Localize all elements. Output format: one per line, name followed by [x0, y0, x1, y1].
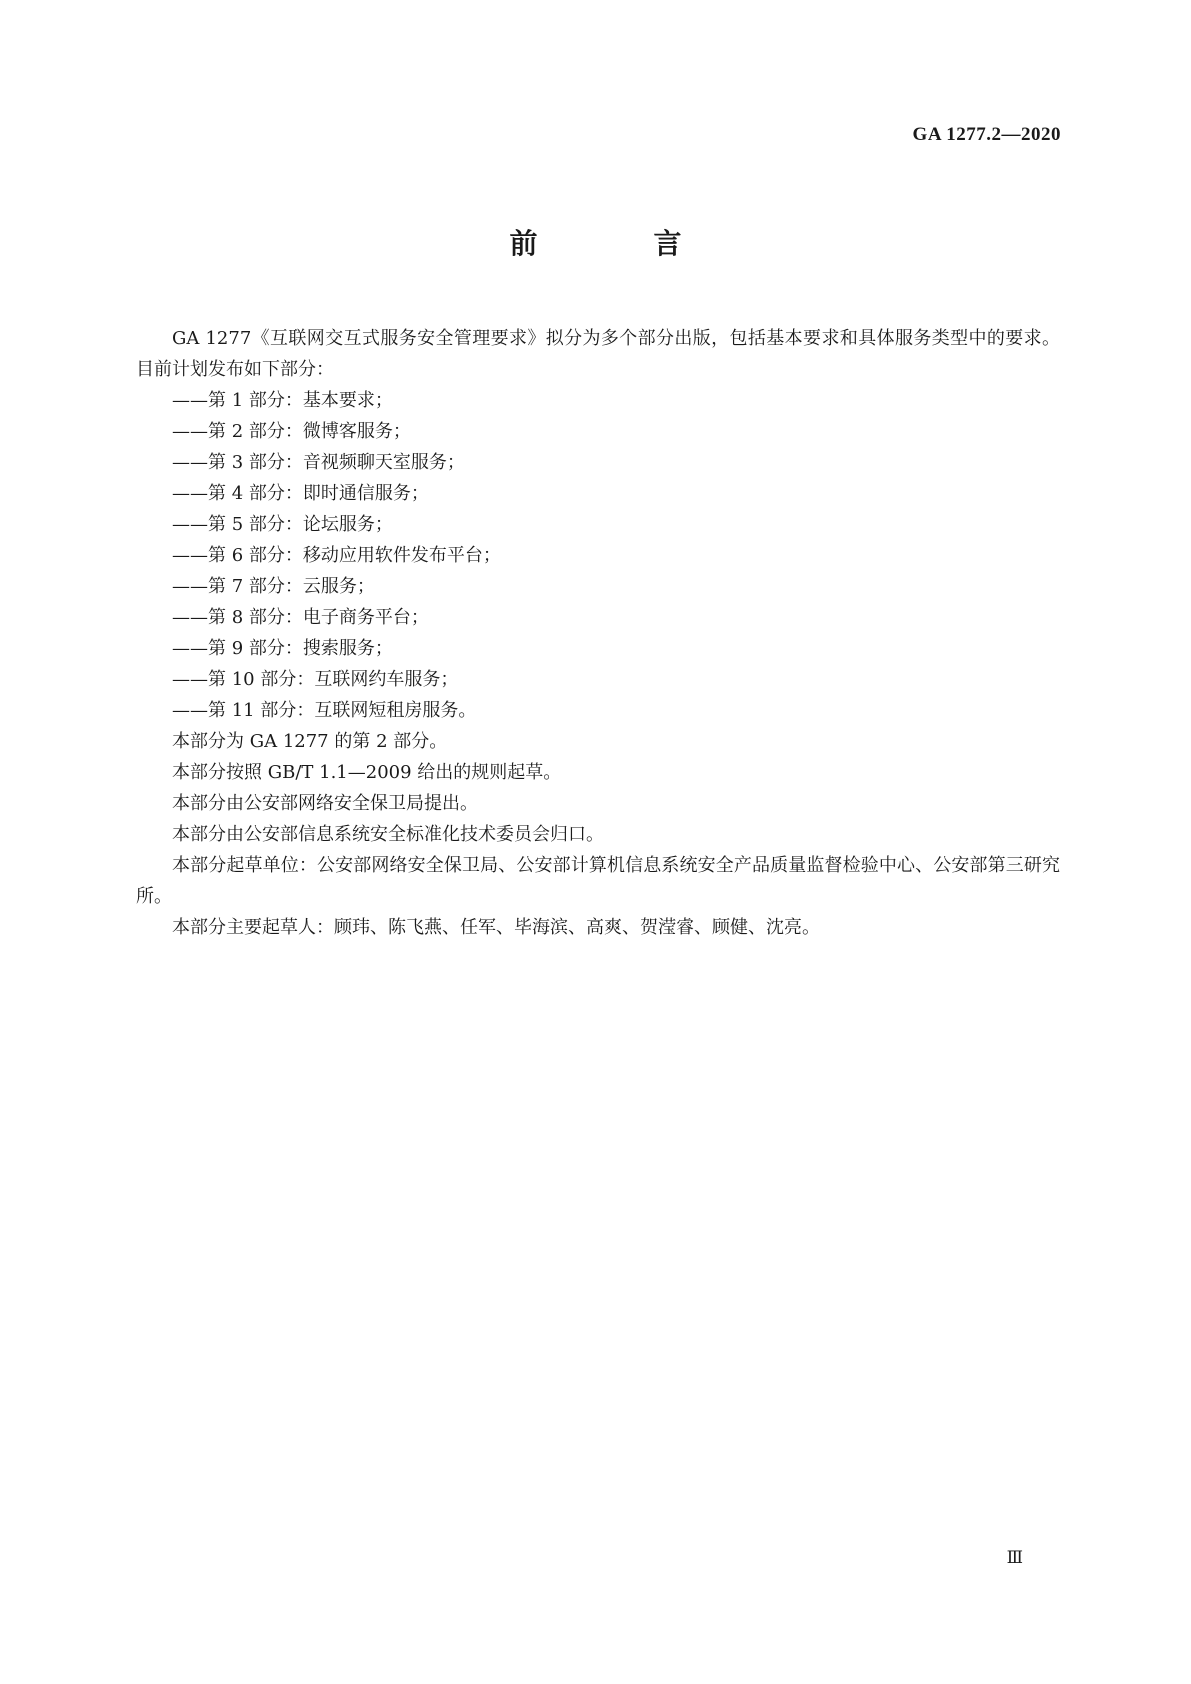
main-drafters: 本部分主要起草人：顾玮、陈飞燕、任军、毕海滨、高爽、贺滢睿、顾健、沈亮。 — [172, 917, 820, 938]
list-item: ——第 6 部分：移动应用软件发布平台； — [172, 545, 501, 566]
page-number: Ⅲ — [1006, 1548, 1023, 1567]
list-item: ——第 1 部分：基本要求； — [172, 390, 393, 411]
list-item: ——第 7 部分：云服务； — [172, 576, 375, 597]
list-item: ——第 9 部分：搜索服务； — [172, 638, 393, 659]
drafting-rules: 本部分按照 GB/T 1.1—2009 给出的规则起草。 — [172, 762, 562, 783]
technical-committee: 本部分由公安部信息系统安全标准化技术委员会归口。 — [172, 824, 604, 845]
drafting-units: 本部分起草单位：公安部网络安全保卫局、公安部计算机信息系统安全产品质量监督检验中心、公安部第三研究所。 — [136, 855, 1060, 907]
foreword-body — [136, 323, 1060, 943]
page-title: 前 言 — [509, 227, 726, 260]
list-item: ——第 10 部分：互联网约车服务； — [172, 669, 459, 690]
standard-code: GA 1277.2—2020 — [912, 124, 1061, 145]
proposer: 本部分由公安部网络安全保卫局提出。 — [172, 793, 478, 814]
list-item: ——第 11 部分：互联网短租房服务。 — [172, 700, 477, 721]
intro-paragraph: GA 1277《互联网交互式服务安全管理要求》拟分为多个部分出版，包括基本要求和具体服务类型中的要求。目前计划发布如下部分： — [136, 328, 1060, 380]
list-item: ——第 2 部分：微博客服务； — [172, 421, 411, 442]
list-item: ——第 5 部分：论坛服务； — [172, 514, 393, 535]
list-item: ——第 4 部分：即时通信服务； — [172, 483, 429, 504]
part-statement: 本部分为 GA 1277 的第 2 部分。 — [172, 731, 448, 752]
list-item: ——第 8 部分：电子商务平台； — [172, 607, 429, 628]
parts-list — [136, 385, 1060, 726]
list-item: ——第 3 部分：音视频聊天室服务； — [172, 452, 465, 473]
